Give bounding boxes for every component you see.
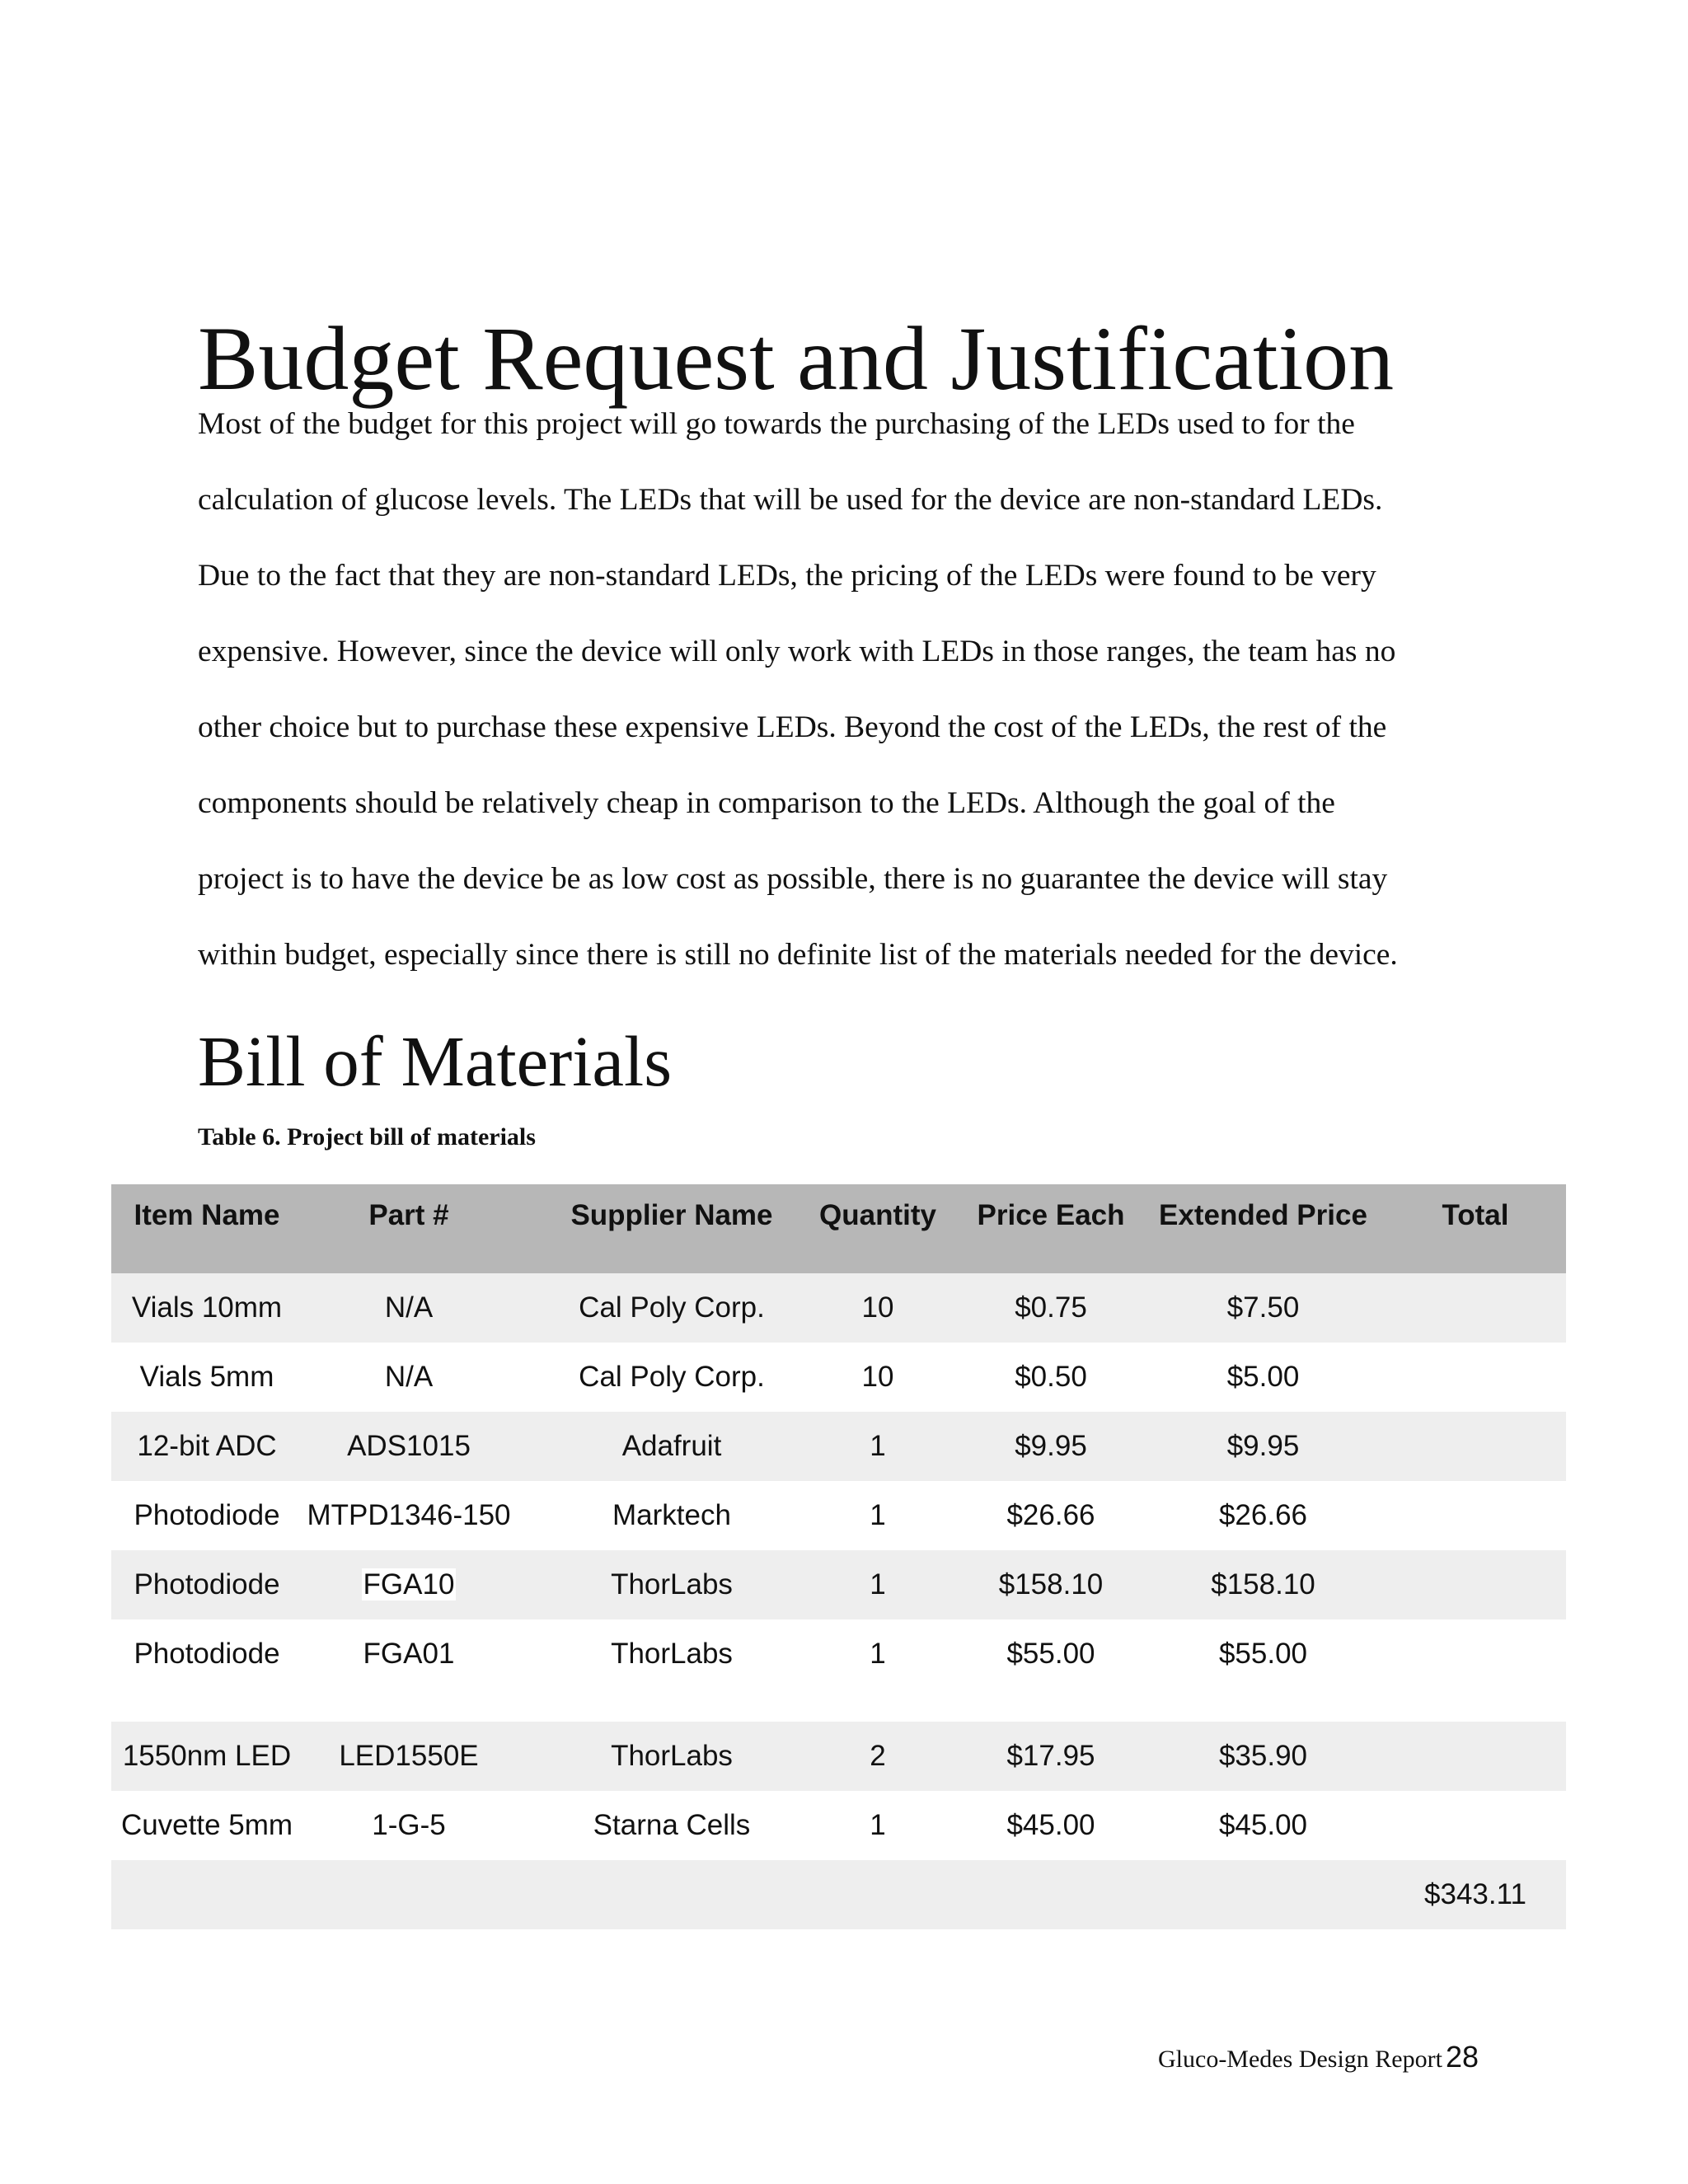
- paragraph-line: components should be relatively cheap in comparison to the LEDs. Although the goal of the: [198, 786, 1335, 820]
- item-name-cell: Photodiode: [134, 1568, 280, 1601]
- price-each-cell: $0.50: [1015, 1361, 1087, 1393]
- page-footer: [1158, 2040, 1479, 2074]
- paragraph-line: Due to the fact that they are non-standard LEDs, the pricing of the LEDs were found to be very: [198, 559, 1376, 593]
- quantity-cell: 1: [870, 1809, 886, 1841]
- budget-paragraph: [198, 404, 1517, 1010]
- bill-of-materials-heading: Bill of Materials: [198, 1021, 673, 1101]
- bill-of-materials-table: [111, 1184, 1566, 1929]
- item-name-cell: Photodiode: [134, 1499, 280, 1531]
- paragraph-line: calculation of glucose levels. The LEDs that will be used for the device are non-standard LEDs.: [198, 483, 1383, 517]
- item-name-cell: Vials 5mm: [139, 1361, 274, 1393]
- part-number-text: FGA10: [363, 1568, 455, 1601]
- price-each-cell: $55.00: [1006, 1638, 1095, 1670]
- extended-price-cell: $35.90: [1218, 1740, 1308, 1772]
- part-number-cell: [302, 1550, 515, 1619]
- item-name-cell: Cuvette 5mm: [120, 1809, 293, 1841]
- header-item-name: Item Name: [134, 1199, 280, 1231]
- table-row: [111, 1791, 1566, 1860]
- item-name-cell: Vials 10mm: [131, 1291, 283, 1324]
- supplier-cell: Cal Poly Corp.: [579, 1291, 765, 1324]
- extended-price-cell: $158.10: [1211, 1568, 1315, 1601]
- part-number-cell: N/A: [384, 1291, 434, 1324]
- header-price-each: Price Each: [977, 1199, 1125, 1231]
- table-row: [111, 1619, 1566, 1722]
- part-number-cell: FGA01: [363, 1638, 455, 1670]
- supplier-cell: Adafruit: [621, 1430, 722, 1462]
- extended-price-cell: $5.00: [1226, 1361, 1300, 1393]
- header-quantity: Quantity: [819, 1199, 936, 1231]
- quantity-cell: 10: [861, 1361, 894, 1393]
- part-number-cell: ADS1015: [347, 1430, 471, 1462]
- paragraph-line: project is to have the device be as low cost as possible, there is no guarantee the device will stay: [198, 862, 1388, 896]
- part-number-cell: 1-G-5: [372, 1809, 446, 1841]
- supplier-cell: Starna Cells: [593, 1809, 751, 1841]
- part-number-cell: N/A: [384, 1361, 434, 1393]
- supplier-cell: ThorLabs: [611, 1568, 733, 1601]
- paragraph-line: other choice but to purchase these expensive LEDs. Beyond the cost of the LEDs, the rest of the: [198, 710, 1387, 744]
- price-each-cell: $17.95: [1006, 1740, 1095, 1772]
- price-each-cell: $45.00: [1006, 1809, 1095, 1841]
- table-row: [111, 1550, 1566, 1619]
- price-each-cell: $26.66: [1006, 1499, 1095, 1531]
- page-number: 28: [1445, 2040, 1479, 2074]
- price-each-cell: $0.75: [1015, 1291, 1087, 1324]
- header-extended-price: Extended Price: [1159, 1199, 1367, 1231]
- quantity-cell: 1: [870, 1568, 886, 1601]
- supplier-cell: Cal Poly Corp.: [579, 1361, 765, 1393]
- extended-price-cell: $9.95: [1226, 1430, 1300, 1462]
- budget-heading: Budget Request and Justification: [198, 308, 1395, 409]
- quantity-cell: 10: [861, 1291, 894, 1324]
- paragraph-line: within budget, especially since there is still no definite list of the materials needed for the device.: [198, 938, 1398, 972]
- extended-price-cell: $7.50: [1226, 1291, 1300, 1324]
- extended-price-cell: $26.66: [1218, 1499, 1308, 1531]
- paragraph-line: expensive. However, since the device will only work with LEDs in those ranges, the team has no: [198, 635, 1396, 668]
- header-supplier-name: Supplier Name: [570, 1199, 773, 1231]
- table-row: [111, 1273, 1566, 1343]
- table-row: [111, 1481, 1566, 1550]
- extended-price-cell: $55.00: [1218, 1638, 1308, 1670]
- grand-total-cell: $343.11: [1424, 1878, 1526, 1910]
- supplier-cell: ThorLabs: [611, 1638, 733, 1670]
- price-each-cell: $9.95: [1015, 1430, 1087, 1462]
- price-each-cell: $158.10: [998, 1568, 1104, 1601]
- quantity-cell: 1: [870, 1430, 886, 1462]
- quantity-cell: 2: [870, 1740, 886, 1772]
- supplier-cell: ThorLabs: [611, 1740, 733, 1772]
- table-caption: Table 6. Project bill of materials: [198, 1123, 536, 1151]
- part-number-cell: LED1550E: [339, 1740, 479, 1772]
- quantity-cell: 1: [870, 1499, 886, 1531]
- table-row: [111, 1722, 1566, 1791]
- table-header-row: [111, 1184, 1566, 1273]
- header-part-number: Part #: [368, 1199, 449, 1231]
- paragraph-line: Most of the budget for this project will go towards the purchasing of the LEDs used to for the: [198, 407, 1355, 441]
- item-name-cell: Photodiode: [134, 1638, 280, 1670]
- footer-report-title: Gluco-Medes Design Report: [1158, 2046, 1442, 2073]
- item-name-cell: 12-bit ADC: [137, 1430, 277, 1462]
- table-total-row: [111, 1860, 1566, 1929]
- header-total: Total: [1442, 1199, 1509, 1231]
- quantity-cell: 1: [870, 1638, 886, 1670]
- extended-price-cell: $45.00: [1218, 1809, 1308, 1841]
- table-row: [111, 1343, 1566, 1412]
- table-row: [111, 1412, 1566, 1481]
- supplier-cell: Marktech: [612, 1499, 731, 1531]
- item-name-cell: 1550nm LED: [122, 1740, 292, 1772]
- part-number-cell: MTPD1346-150: [307, 1499, 511, 1531]
